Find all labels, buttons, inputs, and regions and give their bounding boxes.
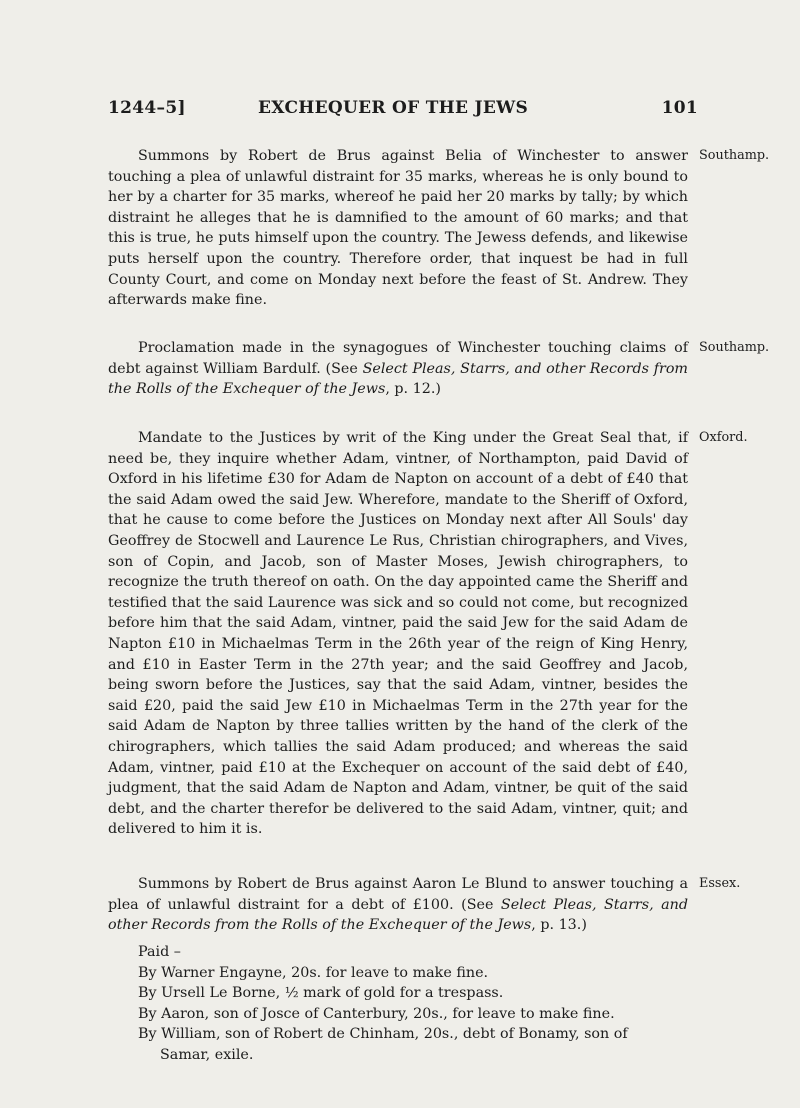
entry-4-text — [108, 874, 688, 936]
paid-label: Paid – — [138, 944, 181, 960]
entry-4-text-b: , p. 13.) — [531, 917, 587, 934]
entry-1-text: Summons by Robert de Brus against Belia of Winchester to answer touching a plea of unlawful distraint for 35 marks, whereas he is only bound to her by a charter for 35 marks, whereof he paid her 20 marks by tally; by which distraint he alleges that he is damnified to the amount of 60 marks; and that this is true, he puts himself upon the country. The Jewess defends, and likewise puts herself upon the country. Therefore order, that inquest be had in full County Court, and come on Monday next before the feast of St. Andrew. They afterwards make fine. — [108, 148, 688, 309]
paid-item-4-continuation: Samar, exile. — [160, 1046, 254, 1063]
header-title: EXCHEQUER OF THE JEWS — [258, 98, 529, 118]
margin-note-2: Southamp. — [699, 340, 770, 355]
entry-4 — [108, 874, 688, 936]
entry-3 — [108, 428, 688, 840]
entry-1 — [108, 146, 688, 311]
paid-item-4: By William, son of Robert de Chinham, 20s., debt of Bonamy, son of — [138, 1026, 628, 1043]
entry-2-citation: Select Pleas, Starrs, and other Records from the Rolls of the Exchequer of the Jews — [108, 360, 688, 398]
paid-item-1: By Warner Engayne, 20s. for leave to make fine. — [138, 964, 489, 981]
paid-list — [138, 942, 698, 1066]
margin-note-3: Oxford. — [699, 430, 748, 445]
margin-note-4: Essex. — [699, 876, 741, 891]
entry-2-text-b: , p. 12.) — [385, 381, 441, 398]
entry-2-text — [108, 338, 688, 400]
entry-2 — [108, 338, 688, 400]
page-number: 101 — [661, 98, 698, 118]
paid-item-3: By Aaron, son of Josce of Canterbury, 20s., for leave to make fine. — [138, 1005, 615, 1022]
page-header — [108, 98, 698, 124]
entry-2-text-a: Proclamation made in the synagogues of Winchester touching claims of debt against William Bardulf. (See — [108, 340, 688, 377]
entry-4-citation: Select Pleas, Starrs, and other Records from the Rolls of the Exchequer of the Jews — [108, 896, 688, 934]
margin-note-1: Southamp. — [699, 148, 770, 163]
header-years: 1244–5] — [108, 98, 186, 118]
paid-item-2: By Ursell Le Borne, ½ mark of gold for a trespass. — [138, 985, 504, 1002]
entry-3-text: Mandate to the Justices by writ of the King under the Great Seal that, if need be, they inquire whether Adam, vintner, of Northampton, paid David of Oxford in his lifetime £30 for Adam de Napton on account of a debt of £40 that the said Adam owed the said Jew. Wherefore, mandate to the Sheriff of Oxford, that he cause to come before the Justices on Monday next after All Souls' day Geoffrey de Stocwell and Laurence Le Rus, Christian chirographers, and Vives, son of Copin, and Jacob, son of Master Moses, Jewish chirographers, to recognize the truth thereof on oath. On the day appointed came the Sheriff and testified that the said Laurence was sick and so could not come, but recognized before him that the said Adam, vintner, paid the said Jew for the said Adam de Napton £10 in Michaelmas Term in the 26th year of the reign of King Henry, and £10 in Easter Term in the 27th year; and the said Geoffrey and Jacob, being sworn before the Justices, say that the said Adam, vintner, besides the said £20, paid the said Jew £10 in Michaelmas Term in the 27th year for the said Adam de Napton by three tallies written by the hand of the clerk of the chirographers, which tallies the said Adam produced; and whereas the said Adam, vintner, paid £10 at the Exchequer on account of the said debt of £40, judgment, that the said Adam de Napton and Adam, vintner, be quit of the said debt, and the charter therefor be delivered to the said Adam, vintner, quit; and delivered to him it is. — [108, 430, 688, 838]
entry-4-text-a: Summons by Robert de Brus against Aaron Le Blund to answer touching a plea of unlawful distraint for a debt of £100. (See — [108, 876, 688, 913]
